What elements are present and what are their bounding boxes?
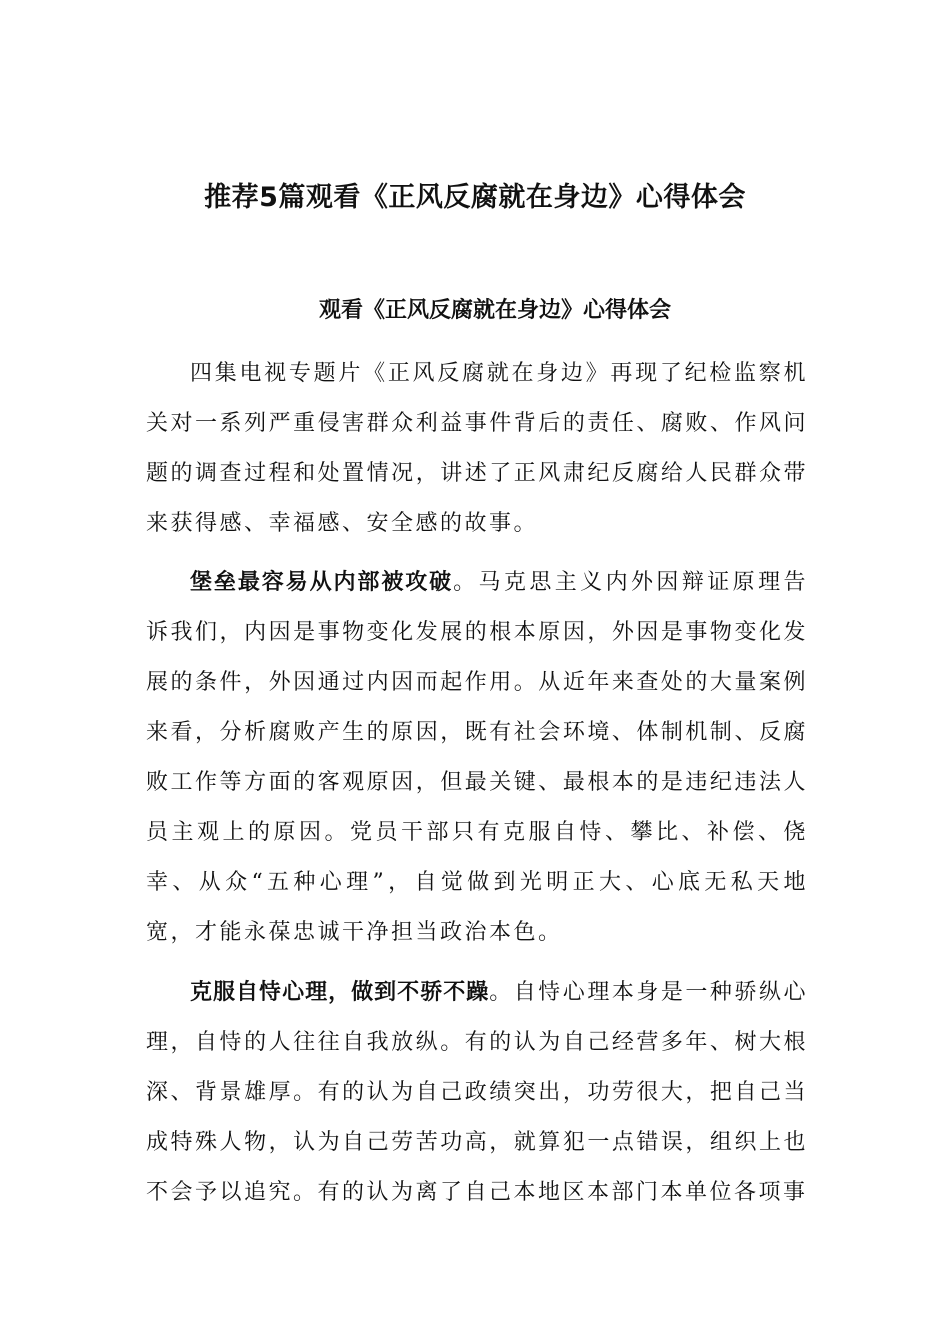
paragraph-internal-cause	[146, 558, 808, 958]
paragraph-text: 。自恃心理本身是一种骄纵心理，自恃的人往往自我放纵。有的认为自己经营多年、树大根深、背景雄厚。有的认为自己政绩突出，功劳很大，把自己当成特殊人物，认为自己劳苦功高，就算犯一点错误，组织上也不会予以追究。有的认为离了自己本地区本部门本单位各项事	[146, 980, 808, 1205]
paragraph-text: 。马克思主义内外因辩证原理告诉我们，内因是事物变化发展的根本原因，外因是事物变化发展的条件，外因通过内因而起作用。从近年来查处的大量案例来看，分析腐败产生的原因，既有社会环境、体制机制、反腐败工作等方面的客观原因，但最关键、最根本的是违纪违法人员主观上的原因。党员干部只有克服自恃、攀比、补偿、侥幸、从众“五种心理”，自觉做到光明正大、心底无私天地宽，才能永葆忠诚干净担当政治本色。	[146, 570, 808, 945]
paragraph-self-reliance	[146, 968, 808, 1218]
paragraph-text: 四集电视专题片《正风反腐就在身边》再现了纪检监察机关对一系列严重侵害群众利益事件背后的责任、腐败、作风问题的调查过程和处置情况，讲述了正风肃纪反腐给人民群众带来获得感、幸福感、安全感的故事。	[146, 361, 808, 536]
document-title: 推荐5篇观看《正风反腐就在身边》心得体会	[204, 182, 746, 213]
paragraph-intro	[146, 349, 808, 549]
paragraph-lead-heading: 堡垒最容易从内部被攻破	[190, 570, 454, 595]
paragraph-lead-heading: 克服自恃心理，做到不骄不躁	[190, 980, 490, 1005]
section-title: 观看《正风反腐就在身边》心得体会	[318, 298, 671, 323]
